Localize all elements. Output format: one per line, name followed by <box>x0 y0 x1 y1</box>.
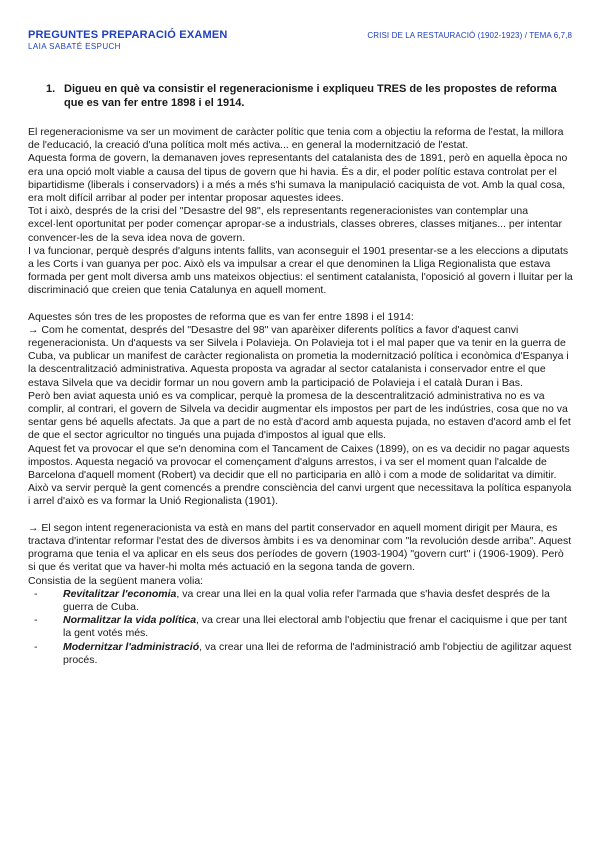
question-number: 1. <box>46 83 56 95</box>
list-item <box>28 641 573 667</box>
paragraph: Però ben aviat aquesta unió es va complicar, perquè la promesa de la descentralització administrativa no es va complir, al contrari, el govern de Silvela va decidir augmentar els impostos per part de les indústries, cosa que no va sentar gens bé aquells afectats. Ja que a part de no està d'acord amb aquesta pujada, no estaven d'acord amb el fet de que el sector agricultor no tingués una pujada d'impostos al igual que ells. <box>28 389 571 442</box>
answer-body <box>28 126 573 667</box>
list-item <box>28 588 573 614</box>
spacer <box>28 509 573 522</box>
author-name: LAIA SABATÉ ESPUCH <box>28 42 121 51</box>
paragraph: I va funcionar, perquè després d'alguns intents fallits, van aconseguir el 1901 presentar-se a les eleccions a diputats a les Corts i van guanya per poc. Això els va impulsar a crear el que denominen la Lliga Regionalista que estava formada per gent molt diversa amb uns mateixos objectius: el sentiment catalanista, l'oposició al govern i lluitar per la discriminació que creien que tenia Catalunya en aquell moment. <box>28 244 573 297</box>
paragraph: → El segon intent regeneracionista va està en mans del partit conservador en aquell moment dirigit per Maura, es tractava d'intentar reformar l'estat des de diversos àmbits i es va denominar com "la revolución desde arriba". Aquest programa que tenia el va aplicar en els seus dos períodes de govern (1903-1904) "govern curt" i (1906-1909). Però si que és veritat que va haver-hi molta més actuació en la segona tanda de govern. <box>28 521 572 574</box>
paragraph: Aquestes són tres de les propostes de reforma que es van fer entre 1898 i el 1914: <box>28 310 414 323</box>
item-heading: Normalitzar la vida política <box>63 614 197 627</box>
bullet-dash: - <box>34 614 38 627</box>
paragraph: Aquesta forma de govern, la demanaven joves representants del catalanista des de 1891, però en aquella època no era una opció molt viable a causa del tipus de govern que hi havia. És a dir, el poder polític estava controlat per el bipartidisme (liberals i conservadors) i a més a més s'hi sumava la manipulació caciquista de vot. Amb la qual cosa, era molt difícil arribar al poder per intentar proposar aquestes idees. <box>28 152 568 205</box>
question-text: Digueu en què va consistir el regeneracionisme i expliqueu TRES de les propostes de reforma que es van fer entre 1898 i el 1914. <box>64 83 557 109</box>
paragraph: El regeneracionisme va ser un moviment de caràcter polític que tenia com a objectiu la reforma de l'estat, la millora de l'educació, la creació d'una política molt més activa... en general la modernització de l'estat. <box>28 126 564 152</box>
paragraph: → Com he comentat, després del "Desastre del 98" van aparèixer diferents polítics a favor d'aquest canvi regeneracionista. Un d'aquests va ser Silvela i Polavieja. On Polavieja tot i el mal paper que va tenir en la guerra de Cuba, va publicar un manifest de caràcter regionalista on prometia la modernització política i econòmica d'Espanya i la descentralització administrativa. Aquesta proposta va agradar al sector catalanista i conservador entre el que estava Silvela que va decidir formar un nou govern amb la participació de Polavieja i el català Duran i Bas. <box>28 323 569 389</box>
item-text: , va crear una llei de reforma de l'administració amb l'objectiu de agilitzar aquest procés. <box>63 640 572 666</box>
bullet-dash: - <box>34 587 38 600</box>
item-heading: Modernitzar l'administració <box>63 640 200 653</box>
topic-label: CRISI DE LA RESTAURACIÓ (1902-1923) / TEMA 6,7,8 <box>367 31 572 40</box>
item-text: , va crear una llei en la qual volia refer l'armada que s'havia desfet després de la guerra de Cuba. <box>63 587 550 613</box>
item-heading: Revitalitzar l'economia <box>63 587 177 600</box>
bullet-dash: - <box>34 640 38 653</box>
item-text: , va crear una llei electoral amb l'objectiu que frenar el caciquisme i que per tant la gent votés més. <box>63 614 567 640</box>
document-title: PREGUNTES PREPARACIÓ EXAMEN <box>28 29 228 41</box>
spacer <box>28 298 573 311</box>
paragraph: Tot i això, després de la crisi del "Desastre del 98", els representants regeneracionistes van contemplar una excel·lent oportunitat per poder començar apropar-se a industrials, classes obreres, classes mitjanes... per intentar convencer-les de la seva idea nova de govern. <box>28 205 563 244</box>
list-item <box>28 614 573 640</box>
paragraph: Això va servir perquè la gent comencés a prendre consciència del canvi urgent que necessitava la política espanyola i arrel d'això es va formar la Unió Regionalista (1901). <box>28 482 572 508</box>
paragraph: Aquest fet va provocar el que se'n denomina com el Tancament de Caixes (1899), on es va decidir no pagar aquests impostos. Aquesta negació va provocar el començament d'alguns arrestos, i va ser el moment quan l'alcalde de Barcelona d'aquell moment (Robert) va decidir que ell no participaria en allò i com a mode de solidaritat va dimitir. <box>28 442 570 482</box>
question-heading <box>46 82 566 110</box>
paragraph: Consistia de la següent manera volia: <box>28 574 204 587</box>
reform-list <box>28 588 573 667</box>
